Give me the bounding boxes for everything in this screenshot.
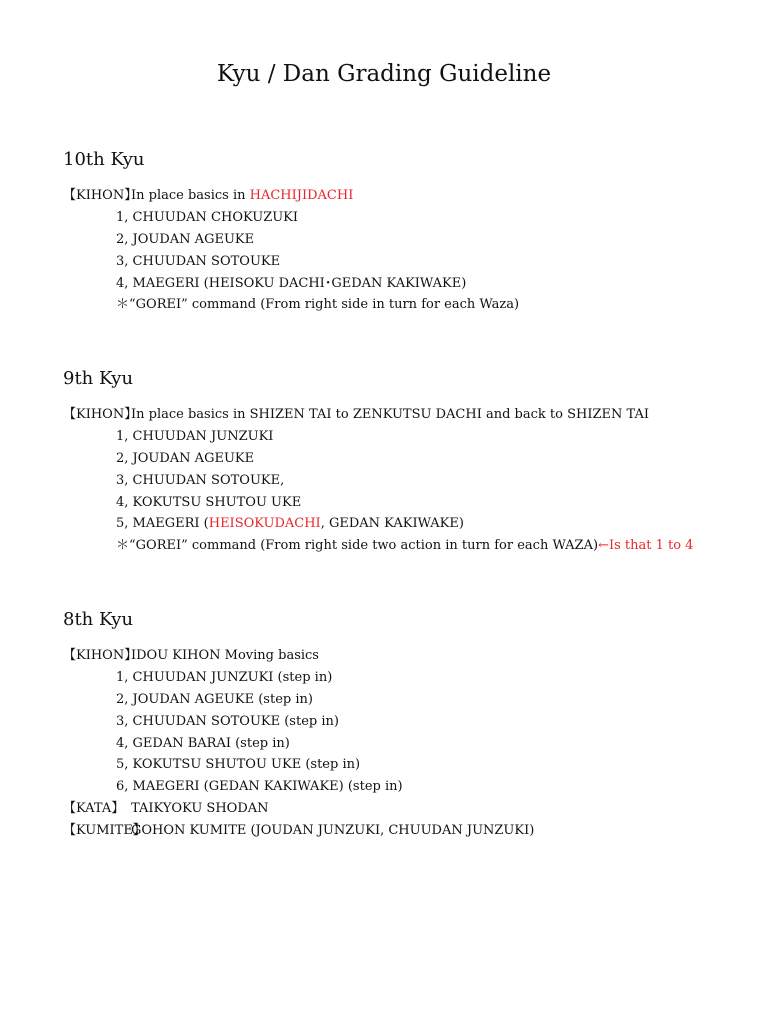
document-title: Kyu / Dan Grading Guideline bbox=[216, 61, 552, 87]
list-item bbox=[63, 251, 743, 273]
list-item-text: 5, KOKUTSU SHUTOU UKE (step in) bbox=[116, 757, 361, 773]
item-highlight: HEISOKUDACHI bbox=[208, 516, 321, 532]
list-item bbox=[63, 776, 743, 798]
section-10th-kyu bbox=[63, 147, 743, 316]
list-item bbox=[63, 273, 743, 295]
note-highlight: ←Is that 1 to 4 bbox=[598, 538, 694, 554]
kihon-line bbox=[63, 404, 743, 426]
list-item-text: 4, MAEGERI (HEISOKU DACHI･GEDAN KAKIWAKE) bbox=[116, 275, 467, 291]
list-item-text: 4, KOKUTSU SHUTOU UKE bbox=[116, 494, 302, 510]
note-line bbox=[63, 535, 743, 557]
list-item-text: 6, MAEGERI (GEDAN KAKIWAKE) (step in) bbox=[116, 779, 403, 795]
list-item-text bbox=[116, 513, 464, 535]
list-item bbox=[63, 448, 743, 470]
kihon-text-prefix: In place basics in bbox=[131, 188, 250, 203]
note-text bbox=[116, 535, 693, 557]
list-item-text: 3, CHUUDAN SOTOUKE bbox=[116, 253, 281, 269]
kihon-line bbox=[63, 185, 743, 207]
kihon-tag: 【KIHON】 bbox=[63, 407, 138, 422]
kihon-text bbox=[131, 185, 353, 207]
kata-text: TAIKYOKU SHODAN bbox=[131, 801, 269, 817]
section-9th-kyu bbox=[63, 366, 743, 557]
list-item-text: 2, JOUDAN AGEUKE bbox=[116, 231, 255, 247]
kumite-tag: 【KUMITE】 bbox=[63, 823, 146, 839]
kata-line bbox=[63, 798, 743, 820]
list-item bbox=[63, 207, 743, 229]
list-item-text: 1, CHUUDAN CHOKUZUKI bbox=[116, 209, 299, 225]
note-main: ＊“GOREI” command (From right side two action in turn for each WAZA) bbox=[116, 538, 599, 554]
list-item-text: 1, CHUUDAN JUNZUKI bbox=[116, 428, 274, 444]
list-item-text: 3, CHUUDAN SOTOUKE, bbox=[116, 472, 285, 488]
list-item bbox=[63, 513, 743, 535]
list-item bbox=[63, 733, 743, 755]
list-item-text: 1, CHUUDAN JUNZUKI (step in) bbox=[116, 669, 333, 685]
kihon-tag: 【KIHON】 bbox=[63, 648, 138, 663]
kihon-text: In place basics in SHIZEN TAI to ZENKUTSU DACHI and back to SHIZEN TAI bbox=[131, 407, 649, 422]
kihon-text: IDOU KIHON Moving basics bbox=[131, 648, 319, 663]
list-item bbox=[63, 229, 743, 251]
list-item bbox=[63, 711, 743, 733]
list-item-text: 3, CHUUDAN SOTOUKE (step in) bbox=[116, 713, 339, 729]
note-line bbox=[63, 294, 743, 316]
list-item bbox=[63, 754, 743, 776]
section-heading: 10th Kyu bbox=[63, 149, 145, 170]
list-item bbox=[63, 689, 743, 711]
section-heading: 9th Kyu bbox=[63, 368, 134, 389]
list-item-text: 4, GEDAN BARAI (step in) bbox=[116, 735, 290, 751]
list-item bbox=[63, 426, 743, 448]
kihon-text-highlight: HACHIJIDACHI bbox=[249, 188, 354, 203]
list-item-text: 2, JOUDAN AGEUKE (step in) bbox=[116, 691, 313, 707]
item-suffix: , GEDAN KAKIWAKE) bbox=[320, 516, 464, 532]
section-8th-kyu bbox=[63, 607, 743, 842]
kumite-text: GOHON KUMITE (JOUDAN JUNZUKI, CHUUDAN JUNZUKI) bbox=[131, 823, 535, 839]
list-item bbox=[63, 470, 743, 492]
note-text: ＊“GOREI” command (From right side in turn for each Waza) bbox=[116, 297, 520, 313]
list-item bbox=[63, 492, 743, 514]
kumite-line bbox=[63, 820, 743, 842]
list-item bbox=[63, 667, 743, 689]
kata-tag: 【KATA】 bbox=[63, 801, 125, 817]
section-heading: 8th Kyu bbox=[63, 609, 134, 630]
kihon-tag: 【KIHON】 bbox=[63, 188, 138, 203]
item-prefix: 5, MAEGERI ( bbox=[116, 516, 209, 532]
list-item-text: 2, JOUDAN AGEUKE bbox=[116, 450, 255, 466]
kihon-line bbox=[63, 645, 743, 667]
